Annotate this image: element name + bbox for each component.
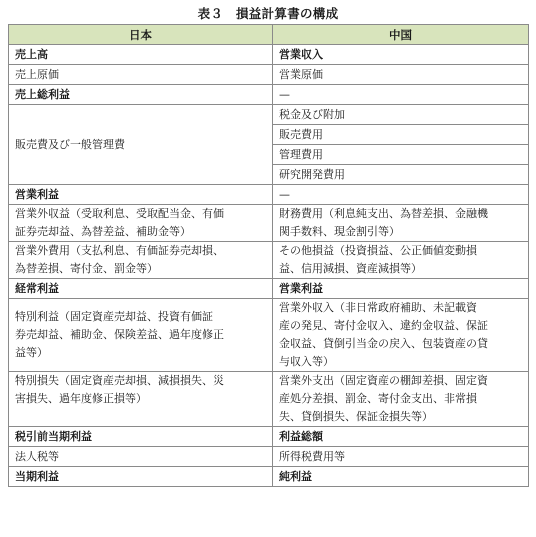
cell-line: 営業外支出（固定資産の棚卸差損、固定資 bbox=[279, 374, 488, 387]
cell-line: 営業外収益（受取利息、受取配当金、有価 bbox=[15, 207, 224, 220]
cn-cell-empty-dash: — bbox=[273, 85, 529, 105]
cn-cell-financial-expenses bbox=[273, 205, 529, 242]
cell-line: 特別利益（固定資産売却益、投資有価証 bbox=[15, 310, 213, 323]
cell-line: その他損益（投資損益、公正価値変動損 bbox=[279, 244, 477, 257]
cn-cell-operating-cost: 営業原価 bbox=[273, 65, 529, 85]
cell-line: 益等） bbox=[15, 346, 48, 359]
jp-cell-extraordinary-losses bbox=[9, 372, 273, 427]
cn-cell-operating-revenue: 営業収入 bbox=[273, 45, 529, 65]
cell-line: 営業外費用（支払利息、有価証券売却損、 bbox=[15, 244, 224, 257]
jp-cell-ordinary-income: 経常利益 bbox=[9, 279, 273, 299]
jp-cell-sga: 販売費及び一般管理費 bbox=[9, 105, 273, 185]
cn-cell-selling-expenses: 販売費用 bbox=[273, 125, 529, 145]
table-row bbox=[9, 279, 529, 299]
income-statement-table bbox=[8, 24, 529, 487]
cell-line: 金収益、貸倒引当金の戻入、包装資産の貸 bbox=[279, 337, 488, 350]
table-row bbox=[9, 242, 529, 279]
jp-cell-cost-of-sales: 売上原価 bbox=[9, 65, 273, 85]
cell-line: 券売却益、補助金、保険差益、過年度修正 bbox=[15, 328, 224, 341]
cell-line: 害損失、過年度修正損等） bbox=[15, 392, 147, 405]
cn-cell-empty-dash: — bbox=[273, 185, 529, 205]
cell-line: 財務費用（利息純支出、為替差損、金融機 bbox=[279, 207, 488, 220]
cell-line: 特別損失（固定資産売却損、減損損失、災 bbox=[15, 374, 224, 387]
jp-cell-non-operating-income bbox=[9, 205, 273, 242]
cell-line: 産の発見、寄付金収入、違約金収益、保証 bbox=[279, 319, 488, 332]
table-row bbox=[9, 85, 529, 105]
cn-cell-non-operating-expenditure bbox=[273, 372, 529, 427]
cell-line: 営業外収入（非日常政府補助、未記載資 bbox=[279, 301, 477, 314]
table-row bbox=[9, 105, 529, 125]
jp-cell-operating-income: 営業利益 bbox=[9, 185, 273, 205]
table-row bbox=[9, 185, 529, 205]
cell-line: 関手数料、現金割引等） bbox=[279, 225, 400, 238]
cn-cell-net-profit: 純利益 bbox=[273, 467, 529, 487]
cn-cell-non-operating-revenue bbox=[273, 299, 529, 372]
cn-cell-admin-expenses: 管理費用 bbox=[273, 145, 529, 165]
jp-cell-corporate-tax: 法人税等 bbox=[9, 447, 273, 467]
table-row bbox=[9, 45, 529, 65]
cell-line: 益、信用減損、資産減損等） bbox=[279, 262, 422, 275]
table-row bbox=[9, 65, 529, 85]
cell-line: 失、貸倒損失、保証金損失等） bbox=[279, 410, 433, 423]
cn-cell-rd-expenses: 研究開発費用 bbox=[273, 165, 529, 185]
table-header-row bbox=[9, 25, 529, 45]
table-title: 表３ 損益計算書の構成 bbox=[197, 6, 339, 21]
table-row bbox=[9, 372, 529, 427]
jp-cell-extraordinary-gains bbox=[9, 299, 273, 372]
jp-cell-net-income: 当期利益 bbox=[9, 467, 273, 487]
cn-cell-income-tax: 所得税費用等 bbox=[273, 447, 529, 467]
header-japan: 日本 bbox=[9, 25, 273, 45]
table-row bbox=[9, 427, 529, 447]
jp-cell-pretax-income: 税引前当期利益 bbox=[9, 427, 273, 447]
table-row bbox=[9, 447, 529, 467]
header-china: 中国 bbox=[273, 25, 529, 45]
table-row bbox=[9, 205, 529, 242]
cn-cell-other-gains-losses bbox=[273, 242, 529, 279]
cell-line: 与収入等） bbox=[279, 355, 334, 368]
cell-line: 証券売却益、為替差益、補助金等） bbox=[15, 225, 191, 238]
jp-cell-sales: 売上高 bbox=[9, 45, 273, 65]
cell-line: 産処分差損、罰金、寄付金支出、非常損 bbox=[279, 392, 477, 405]
jp-cell-gross-profit: 売上総利益 bbox=[9, 85, 273, 105]
table-row bbox=[9, 467, 529, 487]
jp-cell-non-operating-expenses bbox=[9, 242, 273, 279]
cn-cell-taxes-surcharges: 税金及び附加 bbox=[273, 105, 529, 125]
cn-cell-operating-profit: 営業利益 bbox=[273, 279, 529, 299]
cell-line: 為替差損、寄付金、罰金等） bbox=[15, 262, 158, 275]
cn-cell-total-profit: 利益総額 bbox=[273, 427, 529, 447]
table-row bbox=[9, 299, 529, 372]
